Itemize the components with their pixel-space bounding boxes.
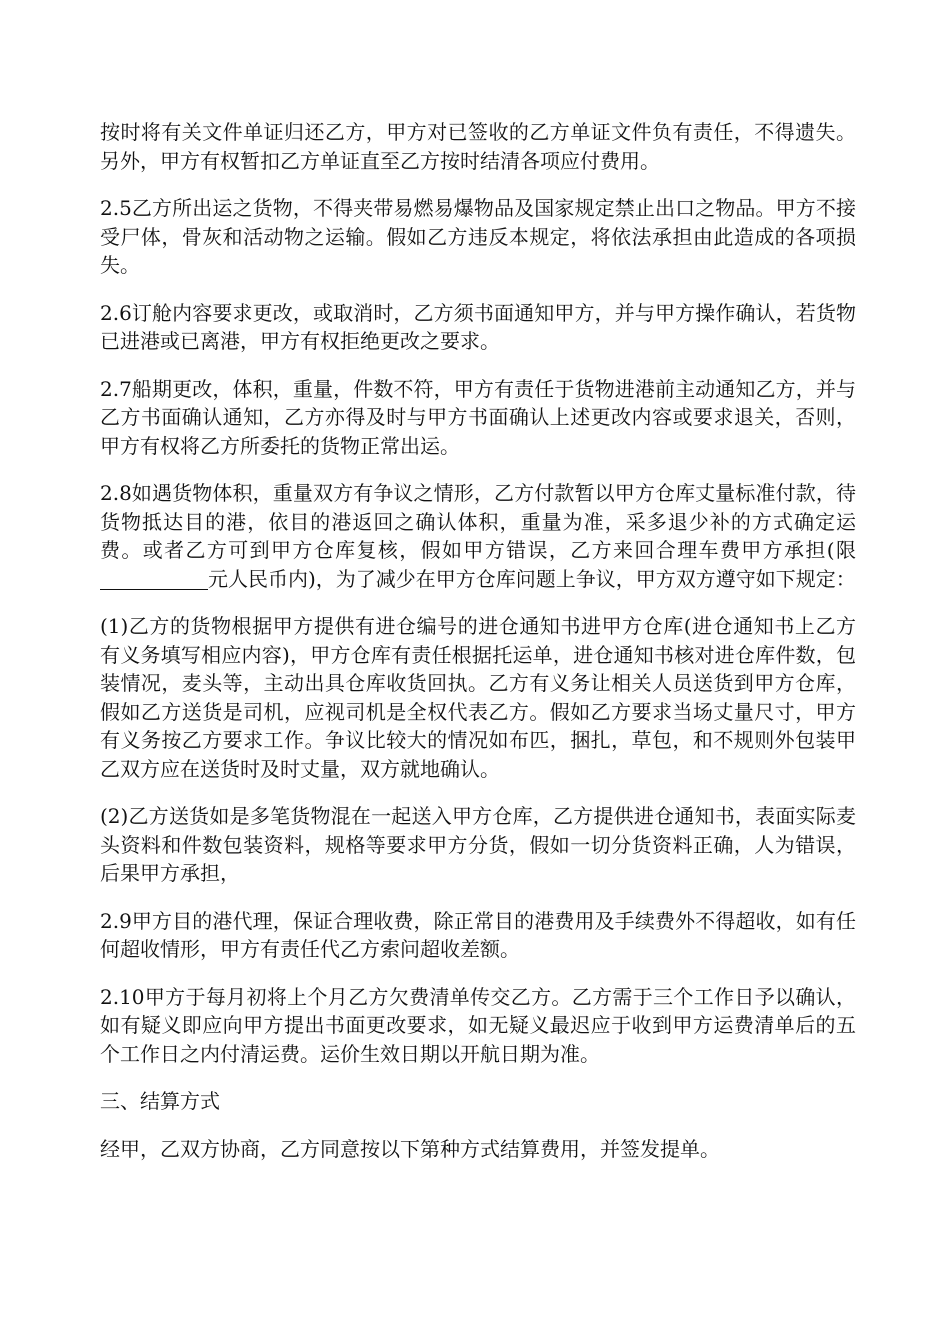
paragraph-settlement-intro: 经甲，乙双方协商，乙方同意按以下第种方式结算费用，并签发提单。 [100, 1136, 720, 1161]
section-heading-settlement: 三、结算方式 [100, 1089, 220, 1113]
fill-in-blank-amount [100, 569, 208, 590]
paragraph-clause-2-7: 2.7船期更改，体积，重量，件数不符，甲方有责任于货物进港前主动通知乙方，并与乙方书面确认通知，乙方亦得及时与甲方书面确认上述更改内容或要求退关，否则，甲方有权将乙方所委托的货物正常出运。 [100, 376, 856, 458]
paragraph-item-1: (1)乙方的货物根据甲方提供有进仓编号的进仓通知书进甲方仓库(进仓通知书上乙方有义务填写相应内容)，甲方仓库有责任根据托运单，进仓通知书核对进仓库件数，包装情况，麦头等，主动出具仓库收货回执。乙方有义务让相关人员送货到甲方仓库，假如乙方送货是司机，应视司机是全权代表乙方。假如乙方要求当场丈量尺寸，甲方有义务按乙方要求工作。争议比较大的情况如布匹，捆扎，草包，和不规则外包装甲乙双方应在送货时及时丈量，双方就地确认。 [100, 614, 856, 781]
paragraph-clause-2-5: 2.5乙方所出运之货物，不得夹带易燃易爆物品及国家规定禁止出口之物品。甲方不接受尸体，骨灰和活动物之运输。假如乙方违反本规定，将依法承担由此造成的各项损失。 [100, 196, 856, 277]
paragraph-clause-2-10: 2.10甲方于每月初将上个月乙方欠费清单传交乙方。乙方需于三个工作日予以确认，如有疑义即应向甲方提出书面更改要求，如无疑义最迟应于收到甲方运费清单后的五个工作日之内付清运费。运价生效日期以开航日期为准。 [100, 984, 856, 1066]
paragraph-item-2: (2)乙方送货如是多笔货物混在一起送入甲方仓库，乙方提供进仓通知书，表面实际麦头资料和件数包装资料，规格等要求甲方分货，假如一切分货资料正确，人为错误，后果甲方承担， [100, 804, 856, 885]
clause-2-8-text-after-blank: 元人民币内)，为了减少在甲方仓库问题上争议，甲方双方遵守如下规定： [208, 566, 856, 591]
paragraph-clause-2-9: 2.9甲方目的港代理，保证合理收费，除正常目的港费用及手续费外不得超收，如有任何超收情形，甲方有责任代乙方索问超收差额。 [100, 908, 856, 961]
paragraph-clause-2-6: 2.6订舱内容要求更改，或取消时，乙方须书面通知甲方，并与甲方操作确认，若货物已进港或已离港，甲方有权拒绝更改之要求。 [100, 300, 856, 353]
clause-2-8-text-before-blank: 2.8如遇货物体积，重量双方有争议之情形，乙方付款暂以甲方仓库丈量标准付款，待货物抵达目的港，依目的港返回之确认体积，重量为准，采多退少补的方式确定运费。或者乙方可到甲方仓库复核，假如甲方错误，乙方来回合理车费甲方承担(限 [100, 481, 856, 562]
paragraph-clause-2-8 [100, 479, 856, 593]
paragraph-continuation: 按时将有关文件单证归还乙方，甲方对已签收的乙方单证文件负有责任，不得遗失。另外，甲方有权暂扣乙方单证直至乙方按时结清各项应付费用。 [100, 120, 856, 173]
document-body [100, 118, 856, 1182]
